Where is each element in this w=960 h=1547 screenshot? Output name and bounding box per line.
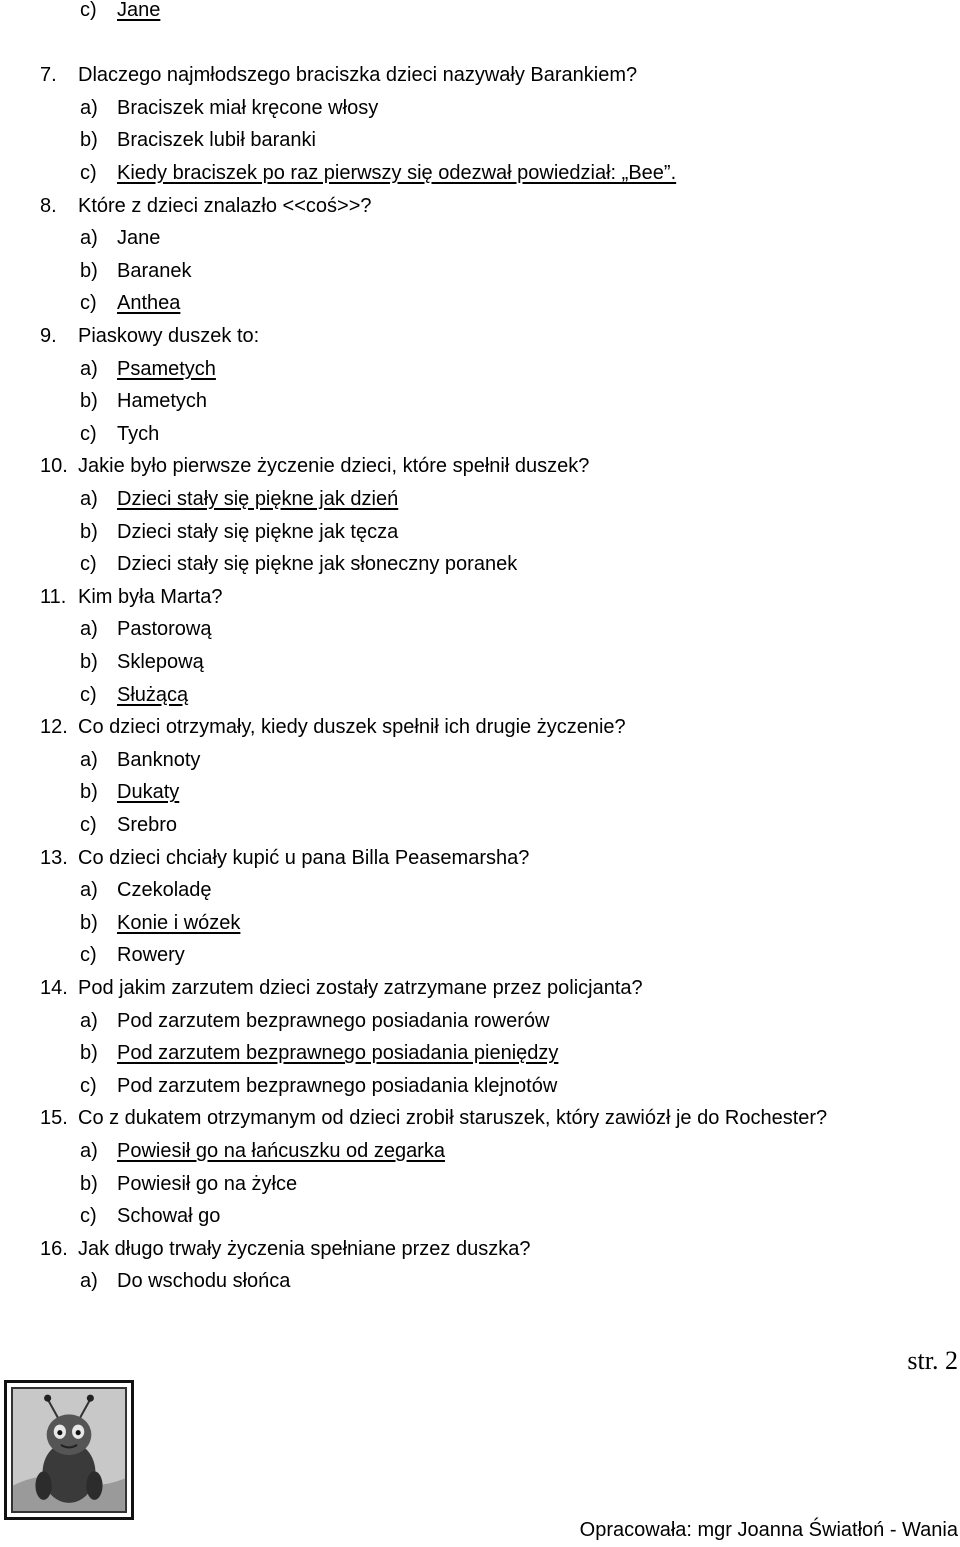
- option-letter: a): [80, 96, 98, 119]
- option-text: Czekoladę: [117, 879, 212, 902]
- option-text: Hametych: [117, 390, 208, 413]
- option-letter: a): [80, 227, 98, 250]
- correct-answer-text: Jane: [117, 0, 161, 21]
- option-text: Sklepową: [117, 651, 204, 673]
- option-letter: a): [80, 1009, 98, 1032]
- psammead-logo: [4, 1380, 134, 1520]
- footer-author: Opracowała: mgr Joanna Światłoń - Wania: [579, 1519, 958, 1541]
- question-text: Co dzieci otrzymały, kiedy duszek spełnił ich drugie życzenie?: [78, 716, 626, 739]
- correct-answer-text: Dzieci stały się piękne jak dzień: [117, 488, 399, 510]
- option-letter: a): [80, 357, 98, 380]
- option-text: Jane: [117, 227, 161, 250]
- option-text: Pod zarzutem bezprawnego posiadania rowerów: [117, 1009, 550, 1032]
- option-letter: c): [80, 814, 97, 836]
- option-text: Dzieci stały się piękne jak tęcza: [117, 520, 399, 543]
- option-letter: a): [80, 748, 98, 771]
- correct-answer-text: Psametych: [117, 357, 216, 380]
- option-text: Dzieci stały się piękne jak słoneczny poranek: [117, 553, 518, 576]
- question-text: Dlaczego najmłodszego braciszka dzieci nazywały Barankiem?: [78, 64, 638, 87]
- option-letter: b): [80, 259, 98, 282]
- option-text: Pastorową: [117, 618, 212, 641]
- option-text: Baranek: [117, 259, 192, 282]
- option-text: Pod zarzutem bezprawnego posiadania klejnotów: [117, 1074, 558, 1097]
- option-letter: b): [80, 911, 98, 934]
- option-letter: b): [80, 129, 98, 152]
- question-number: 11.: [40, 585, 67, 608]
- option-letter: c): [80, 292, 97, 315]
- correct-answer-text: Konie i wózek: [117, 911, 241, 934]
- question-text: Które z dzieci znalazło <<coś>>?: [78, 194, 372, 217]
- correct-answer-text: Powiesił go na łańcuszku od zegarka: [117, 1140, 445, 1162]
- option-letter: c): [80, 944, 97, 967]
- option-letter: a): [80, 1270, 98, 1293]
- option-letter: a): [80, 879, 98, 902]
- question-number: 13.: [40, 846, 68, 869]
- option-text: Tych: [117, 422, 160, 445]
- correct-answer-text: Pod zarzutem bezprawnego posiadania pieniędzy: [117, 1042, 559, 1065]
- question-number: 8.: [40, 194, 57, 217]
- option-text: Srebro: [117, 814, 178, 836]
- psammead-creature-icon: [13, 1389, 125, 1511]
- question-text: Jak długo trwały życzenia spełniane przez duszka?: [78, 1237, 531, 1260]
- option-letter: c): [80, 1205, 97, 1228]
- option-letter: a): [80, 618, 98, 641]
- option-letter: b): [80, 781, 98, 804]
- question-text: Piaskowy duszek to:: [78, 325, 260, 347]
- option-text: Banknoty: [117, 748, 201, 771]
- question-text: Co dzieci chciały kupić u pana Billa Peasemarsha?: [78, 846, 530, 869]
- option-text: Schował go: [117, 1205, 221, 1228]
- option-text: Powiesił go na żyłce: [117, 1172, 298, 1195]
- option-letter: c): [80, 553, 97, 576]
- option-letter: c): [80, 0, 97, 21]
- question-number: 7.: [40, 64, 57, 87]
- correct-answer-text: Służącą: [117, 683, 189, 706]
- page-number: str. 2: [907, 1346, 958, 1375]
- option-letter: b): [80, 1172, 98, 1195]
- question-number: 12.: [40, 716, 68, 739]
- option-letter: b): [80, 520, 98, 543]
- option-letter: c): [80, 162, 97, 184]
- option-text: Braciszek miał kręcone włosy: [117, 96, 379, 119]
- option-letter: b): [80, 651, 98, 673]
- question-text: Co z dukatem otrzymanym od dzieci zrobił staruszek, który zawiózł je do Rochester?: [78, 1107, 828, 1130]
- option-letter: a): [80, 1140, 98, 1162]
- question-number: 15.: [40, 1107, 68, 1130]
- option-text: Braciszek lubił baranki: [117, 129, 316, 152]
- question-number: 10.: [40, 455, 68, 478]
- option-letter: c): [80, 422, 97, 445]
- correct-answer-text: Kiedy braciszek po raz pierwszy się odezwał powiedział: „Bee”.: [117, 162, 677, 184]
- option-letter: b): [80, 1042, 98, 1065]
- option-letter: c): [80, 683, 97, 706]
- question-text: Jakie było pierwsze życzenie dzieci, które spełnił duszek?: [78, 455, 590, 478]
- correct-answer-text: Anthea: [117, 292, 181, 315]
- question-number: 9.: [40, 325, 57, 347]
- correct-answer-text: Dukaty: [117, 781, 180, 804]
- question-text: Kim była Marta?: [78, 585, 223, 608]
- option-letter: a): [80, 488, 98, 510]
- option-letter: b): [80, 390, 98, 413]
- option-letter: c): [80, 1074, 97, 1097]
- question-text: Pod jakim zarzutem dzieci zostały zatrzymane przez policjanta?: [78, 977, 643, 999]
- question-number: 16.: [40, 1237, 68, 1260]
- option-text: Do wschodu słońca: [117, 1270, 291, 1293]
- question-number: 14.: [40, 977, 68, 999]
- option-text: Rowery: [117, 944, 185, 967]
